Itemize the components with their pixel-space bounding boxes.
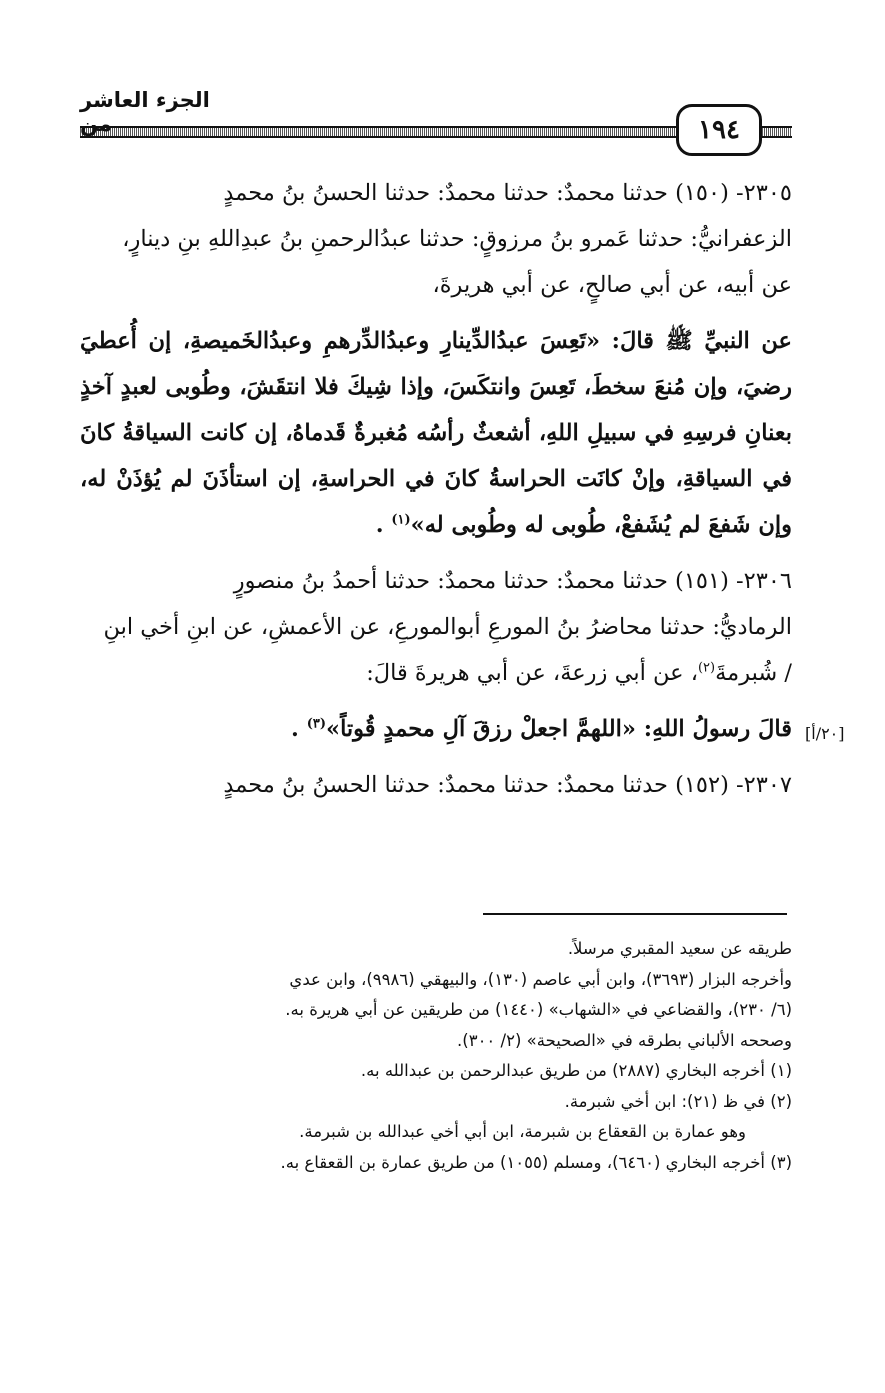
hadith-2305-matn: عن النبيِّ ﷺ قالَ: «تَعِسَ عبدُالدِّينارِ وعبدُالدِّرهمِ وعبدُالخَميصةِ، إن أُعطيَ رضيَ، وإن مُنعَ سخطَ، تَعِسَ وانتكَسَ، وإذا شِيكَ فلا انتقَشَ، وطُوبى لعبدٍ آخذٍ بعنانِ فرسِهِ في سبيلِ اللهِ، أشعثٌ رأسُه مُغبرةٌ قَدماهُ، إن كانت السياقةُ كانَ في السياقةِ، وإنْ كانَت الحراسةُ كانَ في الحراسةِ، إن استأذَنَ لم يُؤذَنْ له، وإن شَفعَ لم يُشَفعْ، طُوبى له وطُوبى له»$^{(١)}$ . <box>80 328 792 538</box>
hadith-2305-isnad-line1: ٢٣٠٥- (١٥٠) حدثنا محمدٌ: حدثنا محمدٌ: حدثنا الحسنُ بنُ محمدٍ <box>223 180 792 206</box>
footnote-continued-line2: وأخرجه البزار (٣٦٩٣)، وابن أبي عاصم (١٣٠)، والبيهقي (٩٩٨٦)، وابن عدي <box>289 969 792 989</box>
hadith-2306-isnad-line3 <box>80 650 792 696</box>
footnote-continued-line4: وصححه الألباني بطرقه في «الصحيحة» (٢/ ٣٠٠). <box>457 1030 792 1050</box>
running-title: الجزء العاشر من <box>80 88 210 136</box>
footnotes <box>80 934 792 1178</box>
footnote-ref-2[interactable]: (٢) <box>697 660 716 676</box>
page-number: ١٩٤ <box>676 104 762 156</box>
footnote-continued-line3: (٦/ ٢٣٠)، والقضاعي في «الشهاب» (١٤٤٠) من طريقين عن أبي هريرة به. <box>285 1000 792 1019</box>
hadith-2306-line3-b: ، عن أبي زرعةَ، عن أبي هريرةَ قالَ: <box>366 660 698 686</box>
hadith-2306-matn-text: قالَ رسولُ اللهِ: «اللهمَّ اجعلْ رزقَ آلِ محمدٍ قُوتاً» <box>326 716 792 742</box>
footnote-2: (٢) في ظ (٢١): ابن أخي شبرمة. <box>564 1091 792 1111</box>
page-header <box>80 88 792 160</box>
hadith-2306-isnad-line2: الرماديُّ: حدثنا محاضرُ بنُ المورعِ أبوالمورعِ، عن الأعمشِ، عن ابنِ أخي ابنِ <box>103 614 792 640</box>
hadith-2305-isnad-line2: الزعفرانيُّ: حدثنا عَمرو بنُ مرزوقٍ: حدثنا عبدُالرحمنِ بنُ عبدِاللهِ بنِ دينارٍ، <box>122 226 792 252</box>
hadith-2305-matn-text: عن النبيِّ ﷺ قالَ: «تَعِسَ عبدُالدِّينارِ وعبدُالدِّرهمِ وعبدُالخَميصةِ، إن أُعطيَ رضيَ، وإن مُنعَ سخطَ، تَعِسَ وانتكَسَ، وإذا شِيكَ فلا انتقَشَ، وطُوبى لعبدٍ آخذٍ بعنانِ فرسِهِ في سبيلِ اللهِ، أشعثٌ رأسُه مُغبرةٌ قَدماهُ، إن كانت السياقةُ كانَ في السياقةِ، وإنْ كانَت الحراسةُ كانَ في الحراسةِ، إن استأذَنَ لم يُؤذَنْ له، وإن شَفعَ لم يُشَفعْ، طُوبى له وطُوبى له» <box>80 328 792 538</box>
footnote-3: (٣) أخرجه البخاري (٦٤٦٠)، ومسلم (١٠٥٥) من طريق عمارة بن القعقاع به. <box>280 1152 792 1172</box>
footnote-2-continued: وهو عمارة بن القعقاع بن شبرمة، ابن أبي أخي عبدالله بن شبرمة. <box>299 1122 746 1141</box>
footnote-ref-1[interactable]: (١) <box>391 512 411 528</box>
footnote-ref-3[interactable]: (٣) <box>306 716 326 732</box>
hadith-2306-matn: قالَ رسولُ اللهِ: «اللهمَّ اجعلْ رزقَ آلِ محمدٍ قُوتاً»$^{(٣)}$ . <box>291 716 792 742</box>
footnote-continued-line1: طريقه عن سعيد المقبري مرسلاً. <box>567 939 792 958</box>
hadith-2305-isnad-line3: عن أبيه، عن أبي صالحٍ، عن أبي هريرةَ، <box>432 272 792 298</box>
hadith-2306-line3-a: / شُبرمةَ <box>715 660 792 686</box>
main-text <box>80 170 792 808</box>
footnote-separator <box>483 913 787 915</box>
hadith-2307-isnad-line1: ٢٣٠٧- (١٥٢) حدثنا محمدٌ: حدثنا محمدٌ: حدثنا الحسنُ بنُ محمدٍ <box>223 772 792 798</box>
manuscript-folio-marker: [٢٠/أ] <box>805 724 845 743</box>
hadith-2306-isnad-line1: ٢٣٠٦- (١٥١) حدثنا محمدٌ: حدثنا محمدٌ: حدثنا أحمدُ بنُ منصورٍ <box>233 568 792 594</box>
footnote-1: (١) أخرجه البخاري (٢٨٨٧) من طريق عبدالرحمن بن عبدالله به. <box>360 1061 792 1080</box>
